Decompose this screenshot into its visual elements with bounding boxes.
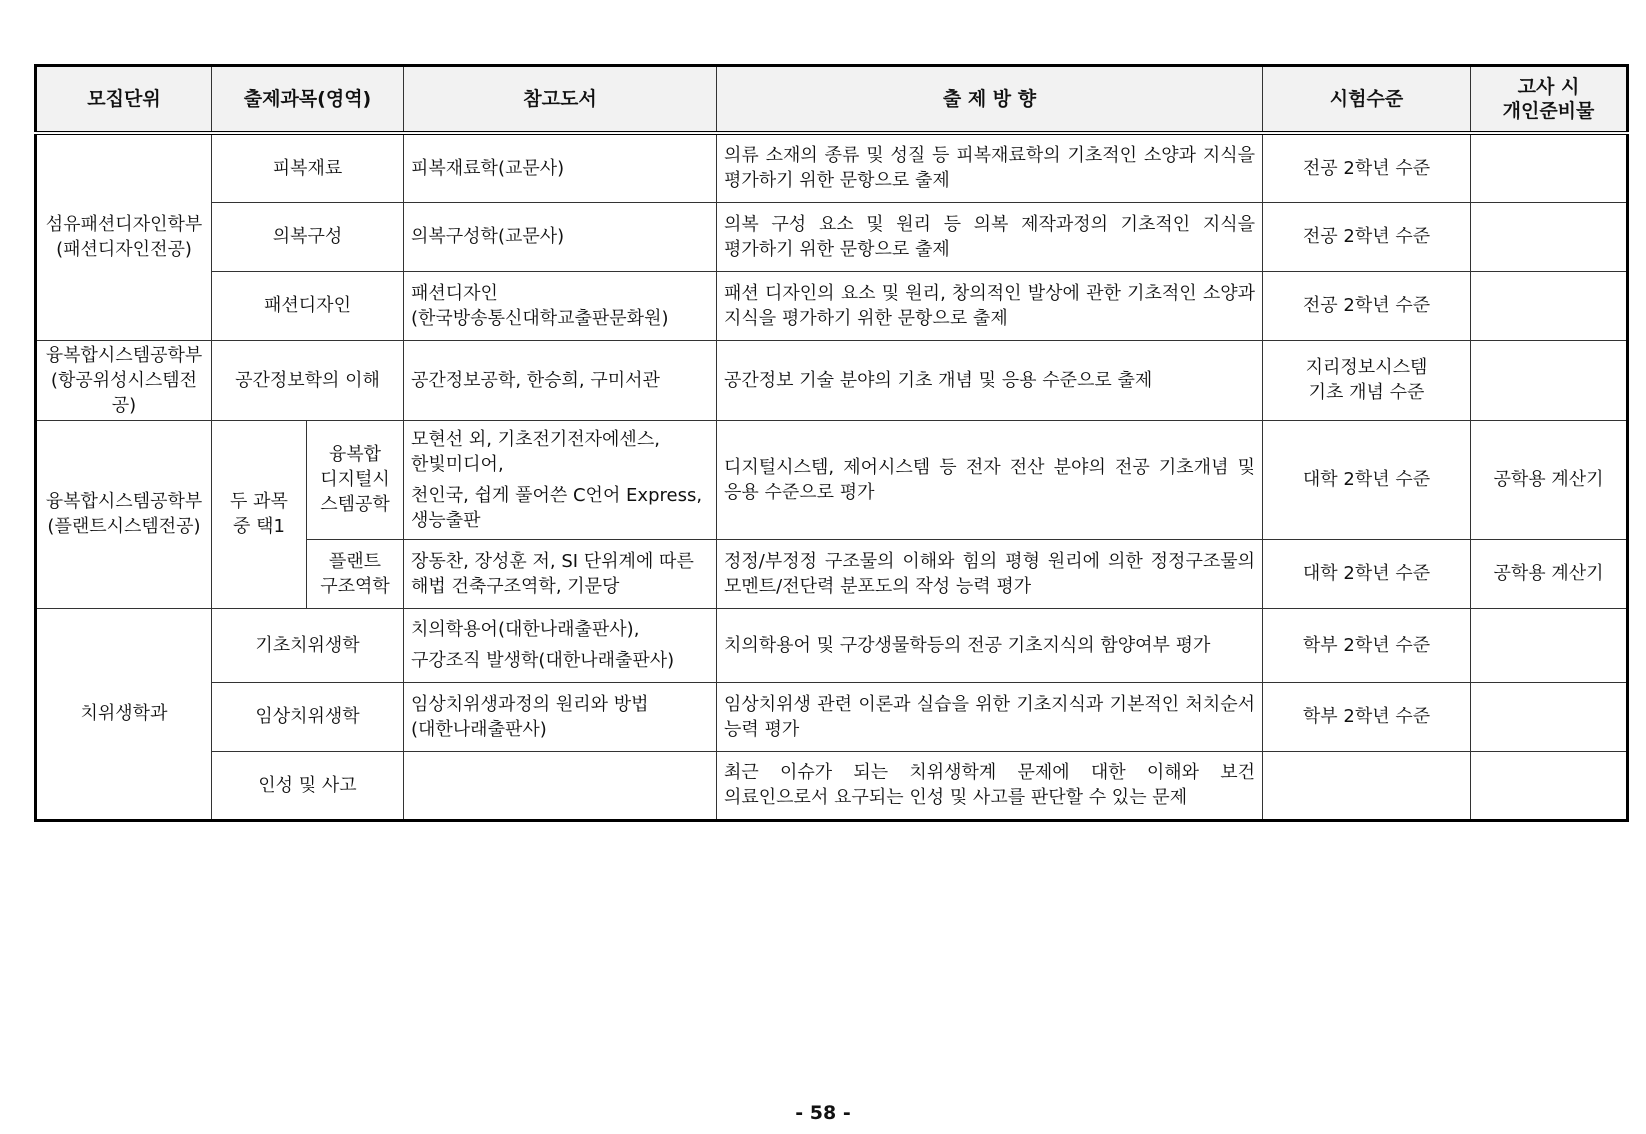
table-row — [36, 340, 1628, 420]
level-cell: 학부 2학년 수준 — [1263, 682, 1471, 751]
subject-cell: 인성 및 사고 — [212, 751, 404, 820]
level-cell: 학부 2학년 수준 — [1263, 608, 1471, 682]
unit-plant-line1: 융복합시스템공학부 — [45, 491, 203, 512]
table-row — [36, 751, 1628, 820]
header-prep-line2: 개인준비물 — [1502, 100, 1595, 122]
level-cell: 전공 2학년 수준 — [1263, 271, 1471, 340]
exam-table — [34, 64, 1629, 822]
table-row — [36, 682, 1628, 751]
subject-cell: 패션디자인 — [212, 271, 404, 340]
plant-choice-cell: 두 과목 중 택1 — [212, 420, 307, 608]
subject-cell: 피복재료 — [212, 133, 404, 202]
level-line1: 지리정보시스템 — [1305, 357, 1428, 378]
reference-cell: 피복재료학(교문사) — [404, 133, 717, 202]
header-prep — [1471, 66, 1628, 134]
unit-fashion — [36, 133, 212, 340]
unit-fashion-line1: 섬유패션디자인학부 — [45, 214, 203, 236]
prep-cell — [1471, 340, 1628, 420]
reference-item: 모현선 외, 기초전기전자에센스, 한빛미디어, — [411, 428, 660, 475]
header-prep-line1: 고사 시 — [1517, 76, 1580, 98]
level-cell: 전공 2학년 수준 — [1263, 202, 1471, 271]
header-subject: 출제과목(영역) — [212, 66, 404, 134]
reference-cell: 공간정보공학, 한승희, 구미서관 — [404, 340, 717, 420]
prep-cell — [1471, 751, 1628, 820]
prep-cell — [1471, 133, 1628, 202]
unit-plant-line2: (플랜트시스템전공) — [47, 516, 201, 537]
header-direction: 출 제 방 향 — [717, 66, 1263, 134]
page-number: - 58 - — [795, 1102, 851, 1124]
unit-aero-line2: (항공위성시스템전공) — [50, 369, 198, 416]
direction-cell: 치의학용어 및 구강생물학등의 전공 기초지식의 함양여부 평가 — [717, 608, 1263, 682]
table-row — [36, 608, 1628, 682]
header-reference: 참고도서 — [404, 66, 717, 134]
level-line2: 기초 개념 수준 — [1308, 382, 1425, 403]
level-cell: 대학 2학년 수준 — [1263, 420, 1471, 539]
unit-aero-line1: 융복합시스템공학부 — [45, 344, 203, 366]
table-row — [36, 271, 1628, 340]
header-unit: 모집단위 — [36, 66, 212, 134]
reference-cell: 의복구성학(교문사) — [404, 202, 717, 271]
subject-cell: 임상치위생학 — [212, 682, 404, 751]
reference-cell — [404, 420, 717, 539]
reference-item: 천인국, 쉽게 풀어쓴 C언어 Express, 생능출판 — [411, 484, 703, 531]
reference-cell: 장동찬, 장성훈 저, SI 단위계에 따른 해법 건축구조역학, 기문당 — [404, 539, 717, 608]
reference-cell: 임상치위생과정의 원리와 방법 (대한나래출판사) — [404, 682, 717, 751]
unit-aero — [36, 340, 212, 420]
table-row — [36, 133, 1628, 202]
prep-cell: 공학용 계산기 — [1471, 539, 1628, 608]
reference-item: 치의학용어(대한나래출판사), — [411, 619, 640, 640]
reference-item: 구강조직 발생학(대한나래출판사) — [411, 650, 675, 671]
header-row — [36, 66, 1628, 134]
prep-cell — [1471, 608, 1628, 682]
unit-fashion-line2: (패션디자인전공) — [56, 239, 192, 261]
subject-cell: 플랜트 구조역학 — [307, 539, 404, 608]
direction-cell: 디지털시스템, 제어시스템 등 전자 전산 분야의 전공 기초개념 및 응용 수준으로 평가 — [717, 420, 1263, 539]
unit-plant — [36, 420, 212, 608]
header-level: 시험수준 — [1263, 66, 1471, 134]
unit-dental: 치위생학과 — [36, 608, 212, 820]
level-cell: 전공 2학년 수준 — [1263, 133, 1471, 202]
table-row — [36, 202, 1628, 271]
direction-cell: 의류 소재의 종류 및 성질 등 피복재료학의 기초적인 소양과 지식을 평가하기 위한 문항으로 출제 — [717, 133, 1263, 202]
reference-cell: 패션디자인(한국방송통신대학교출판문화원) — [404, 271, 717, 340]
prep-cell — [1471, 682, 1628, 751]
subject-cell: 공간정보학의 이해 — [212, 340, 404, 420]
table-row — [36, 420, 1628, 539]
prep-cell: 공학용 계산기 — [1471, 420, 1628, 539]
direction-cell: 임상치위생 관련 이론과 실습을 위한 기초지식과 기본적인 처치순서 능력 평가 — [717, 682, 1263, 751]
level-cell — [1263, 340, 1471, 420]
direction-cell: 공간정보 기술 분야의 기초 개념 및 응용 수준으로 출제 — [717, 340, 1263, 420]
level-cell — [1263, 751, 1471, 820]
subject-cell: 의복구성 — [212, 202, 404, 271]
prep-cell — [1471, 271, 1628, 340]
direction-cell: 정정/부정정 구조물의 이해와 힘의 평형 원리에 의한 정정구조물의 모멘트/전단력 분포도의 작성 능력 평가 — [717, 539, 1263, 608]
direction-cell: 의복 구성 요소 및 원리 등 의복 제작과정의 기초적인 지식을 평가하기 위한 문항으로 출제 — [717, 202, 1263, 271]
subject-cell: 기초치위생학 — [212, 608, 404, 682]
direction-cell: 최근 이슈가 되는 치위생학계 문제에 대한 이해와 보건 의료인으로서 요구되는 인성 및 사고를 판단할 수 있는 문제 — [717, 751, 1263, 820]
subject-cell: 융복합 디지털시스템공학 — [307, 420, 404, 539]
prep-cell — [1471, 202, 1628, 271]
reference-cell — [404, 608, 717, 682]
level-cell: 대학 2학년 수준 — [1263, 539, 1471, 608]
reference-cell — [404, 751, 717, 820]
direction-cell: 패션 디자인의 요소 및 원리, 창의적인 발상에 관한 기초적인 소양과 지식을 평가하기 위한 문항으로 출제 — [717, 271, 1263, 340]
